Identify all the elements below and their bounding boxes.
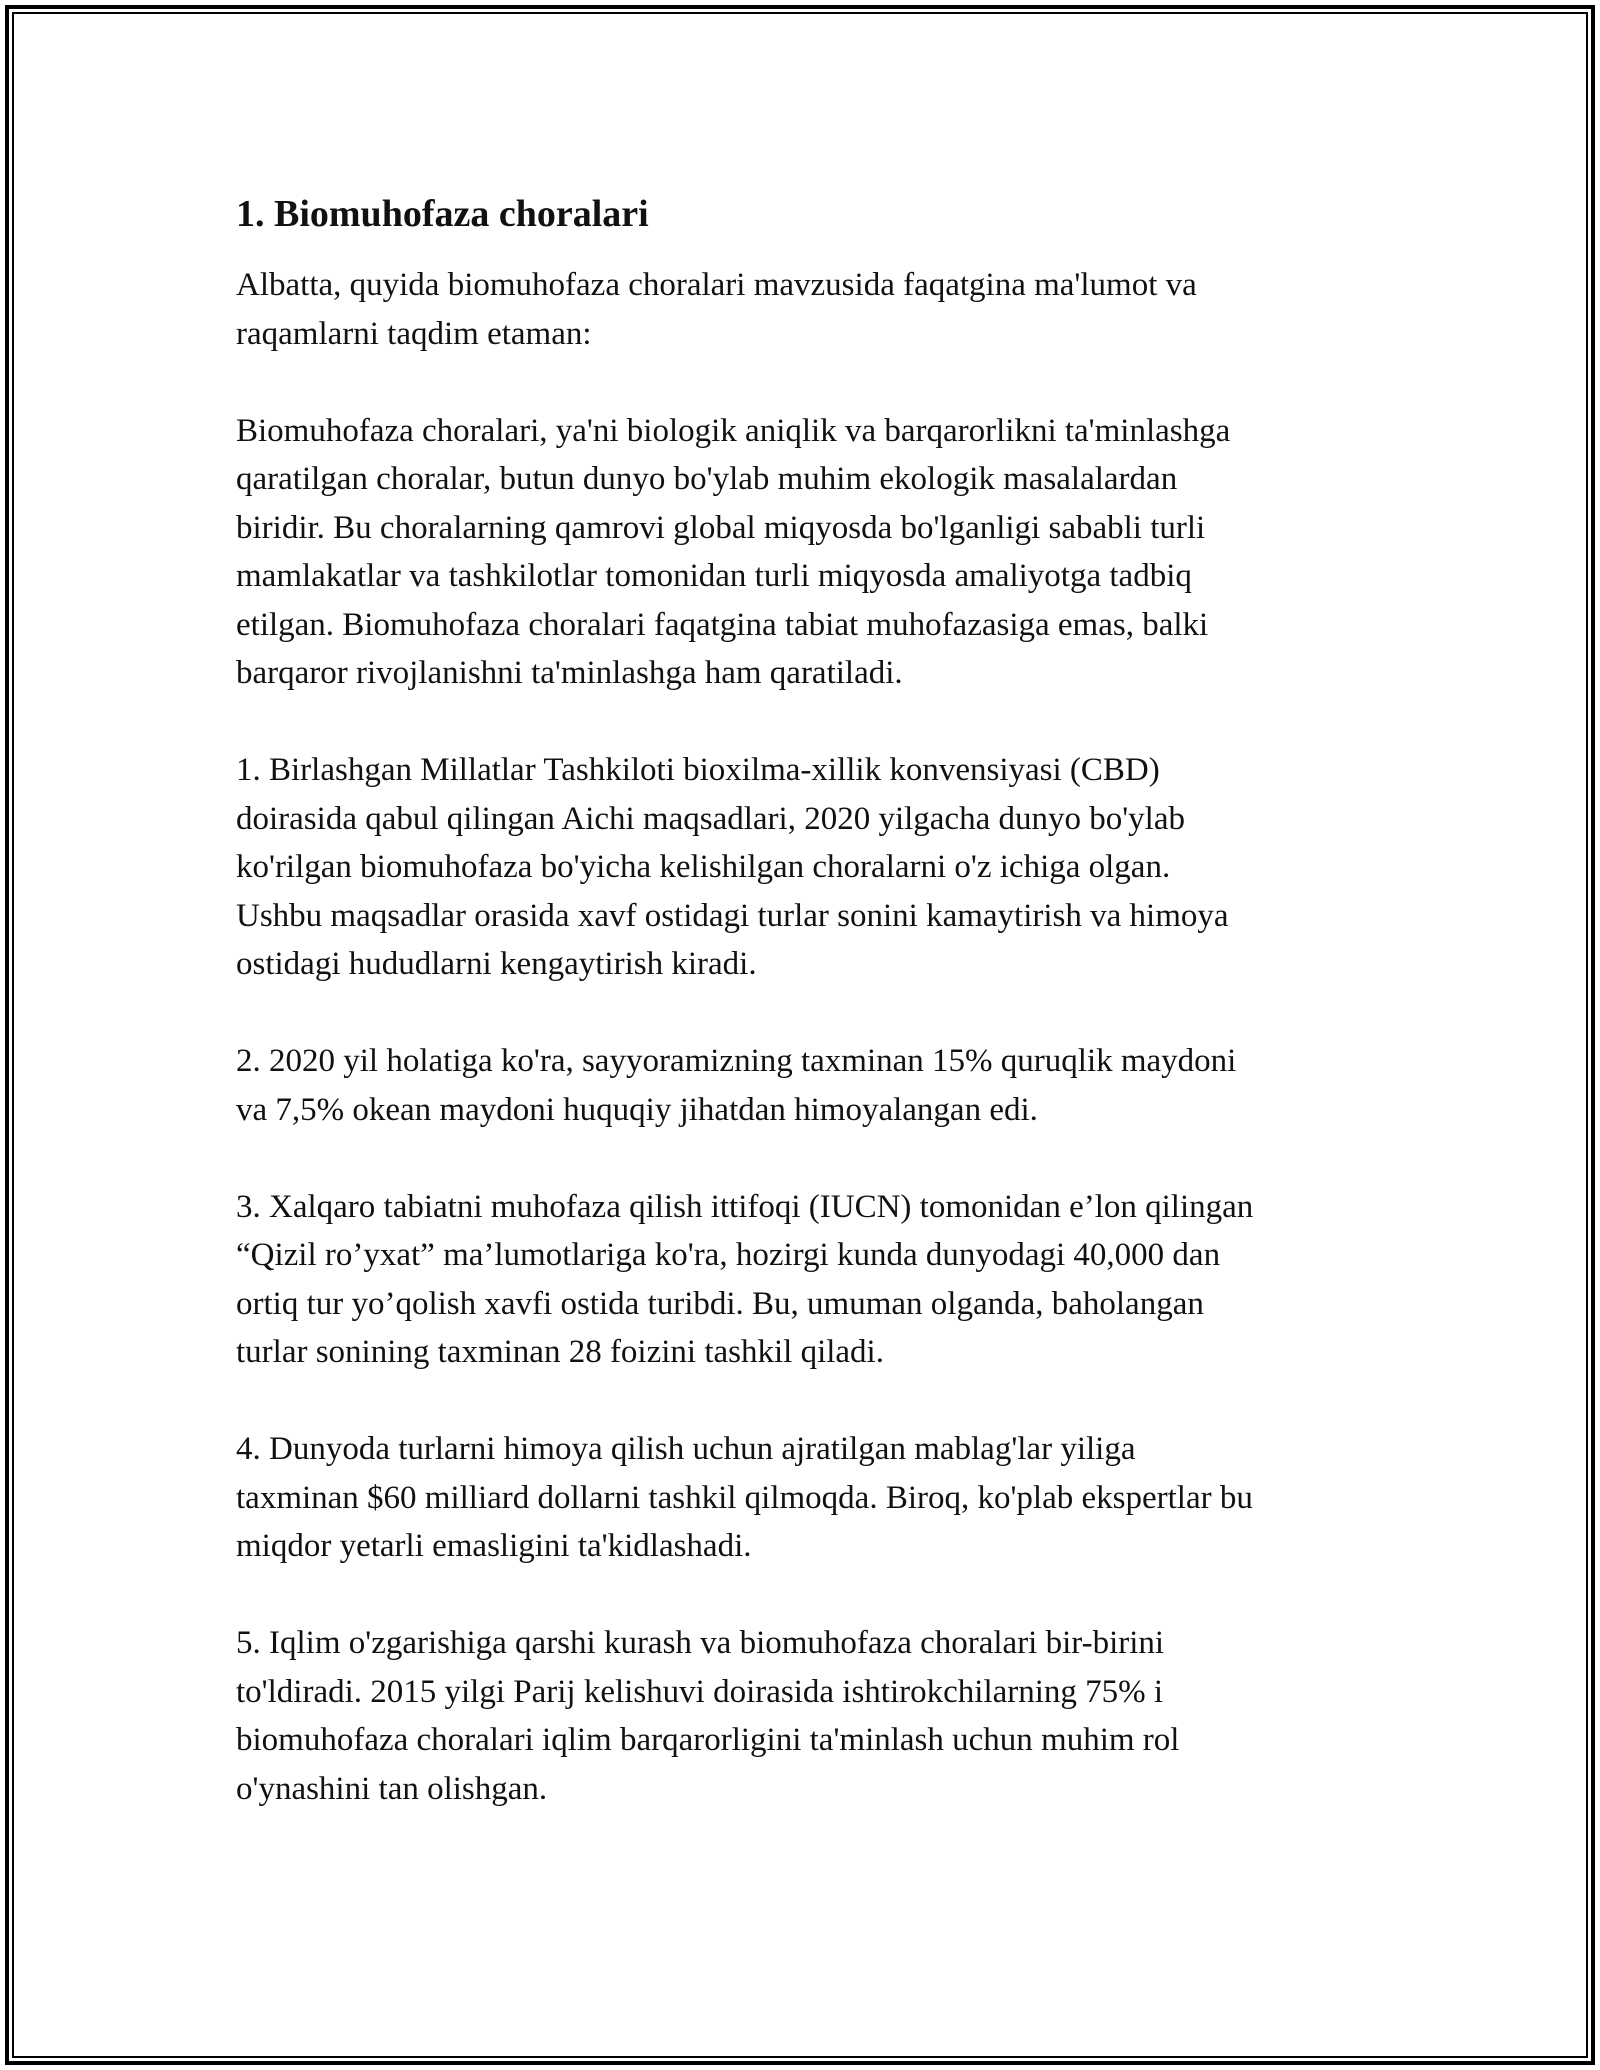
overview-paragraph: Biomuhofaza choralari, ya'ni biologik aniqlik va barqarorlikni ta'minlashga qaratilgan choralar, butun dunyo bo'ylab muhim ekologik masalalardan biridir. Bu choralarning qamrovi global miqyosda bo'lganligi sababli turli mamlakatlar va tashkilotlar tomonidan turli miqyosda amaliyotga tadbiq etilgan. Biomuhofaza choralari faqatgina tabiat muhofazasiga emas, balki barqaror rivojlanishni ta'minlashga ham qaratiladi. xyxy=(236,412,1231,691)
intro-paragraph: Albatta, quyida biomuhofaza choralari mavzusida faqatgina ma'lumot va raqamlarni taqdim etaman: xyxy=(236,267,1197,352)
point-5-paragraph: 5. Iqlim o'zgarishiga qarshi kurash va biomuhofaza choralari bir-birini to'ldiradi. 2015 yilgi Parij kelishuvi doirasida ishtirokchilarning 75% i biomuhofaza choralari iqlim barqarorligini ta'minlash uchun muhim rol o'ynashini tan olishgan. xyxy=(236,1625,1180,1807)
point-3-paragraph: 3. Xalqaro tabiatni muhofaza qilish ittifoqi (IUCN) tomonidan e’lon qilingan “Qizil ro’yxat” ma’lumotlariga ko'ra, hozirgi kunda dunyodagi 40,000 dan ortiq tur yo’qolish xavfi ostida turibdi. Bu, umuman olganda, baholangan turlar sonining taxminan 28 foizini tashkil qiladi. xyxy=(236,1188,1254,1370)
point-2-paragraph: 2. 2020 yil holatiga ko'ra, sayyoramizning taxminan 15% quruqlik maydoni va 7,5% okean maydoni huquqiy jihatdan himoyalangan edi. xyxy=(236,1043,1237,1128)
document-title: 1. Biomuhofaza choralari xyxy=(236,193,649,235)
point-4-paragraph: 4. Dunyoda turlarni himoya qilish uchun ajratilgan mablag'lar yiliga taxminan $60 milliard dollarni tashkil qilmoqda. Biroq, ko'plab ekspertlar bu miqdor yetarli emasligini ta'kidlashadi. xyxy=(236,1431,1253,1564)
document-body xyxy=(236,185,1376,1813)
point-1-paragraph: 1. Birlashgan Millatlar Tashkiloti bioxilma-xillik konvensiyasi (CBD) doirasida qabul qilingan Aichi maqsadlari, 2020 yilgacha dunyo bo'ylab ko'rilgan biomuhofaza bo'yicha kelishilgan choralarni o'z ichiga olgan. Ushbu maqsadlar orasida xavf ostidagi turlar sonini kamaytirish va himoya ostidagi hududlarni kengaytirish kiradi. xyxy=(236,752,1229,982)
